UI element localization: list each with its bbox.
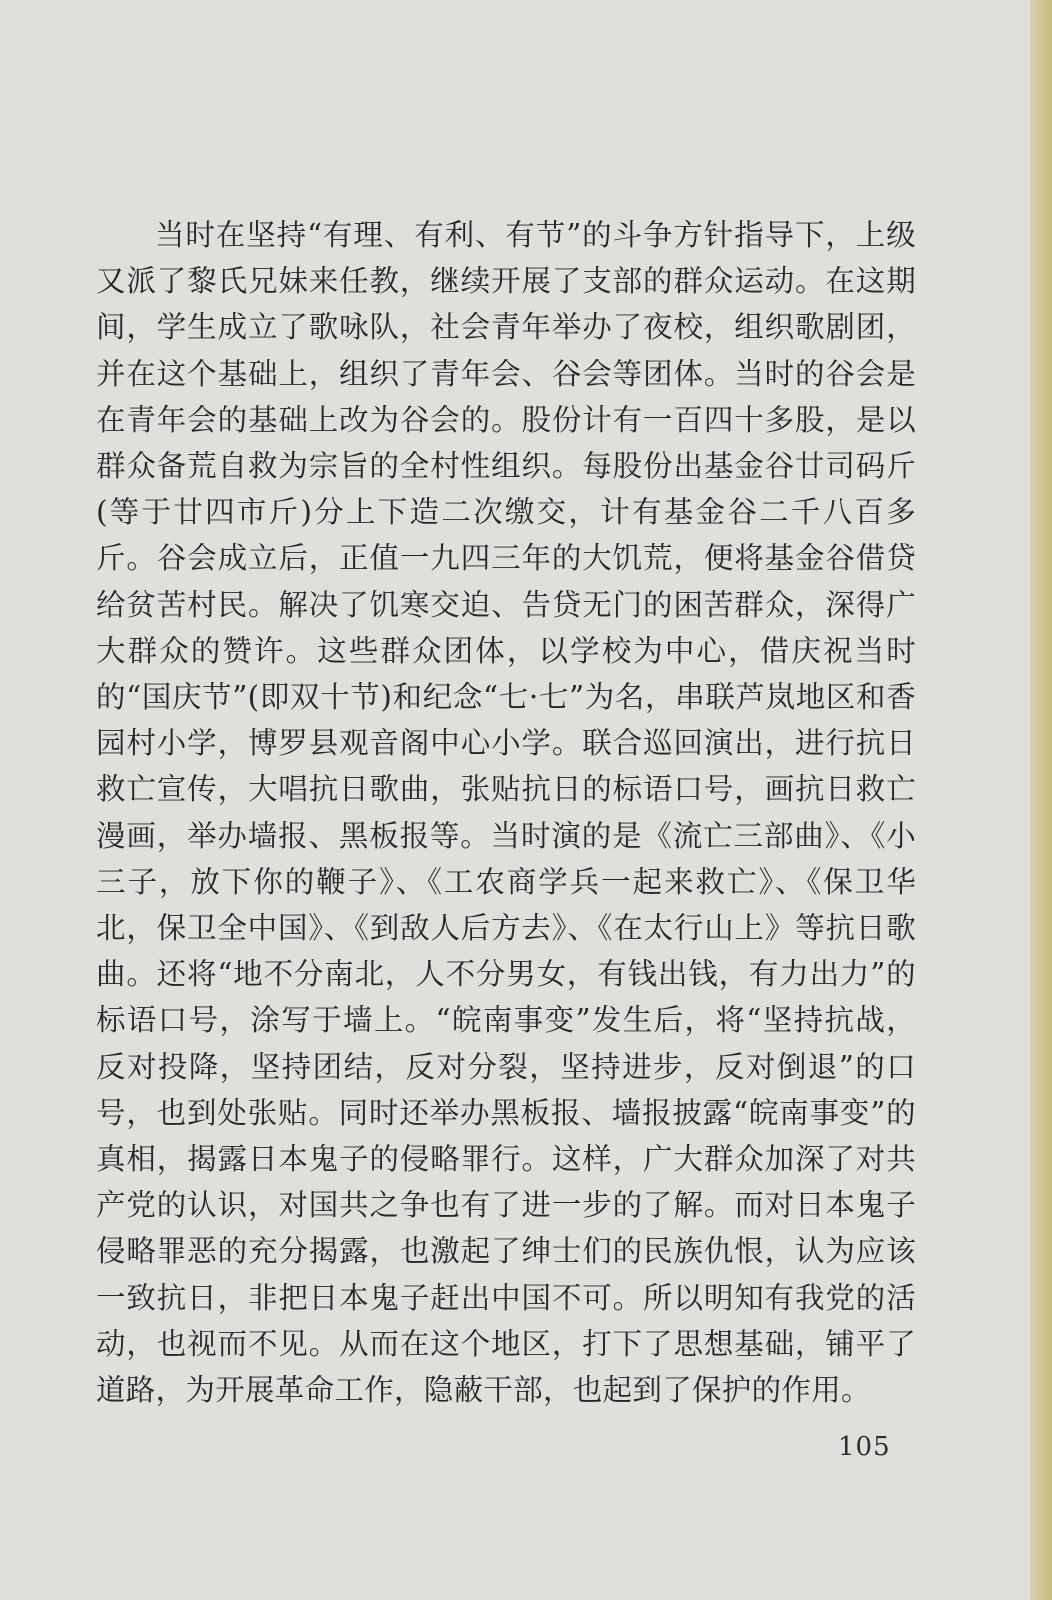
paragraph: 当时在坚持“有理、有利、有节”的斗争方针指导下，上级又派了黎氏兄妹来任教，继续开展了支部的群众运动。在这期间，学生成立了歌咏队，社会青年举办了夜校，组织歌剧团，并在这个基础上，组织了青年会、谷会等团体。当时的谷会是在青年会的基础上改为谷会的。股份计有一百四十多股，是以群众备荒自救为宗旨的全村性组织。每股份出基金谷廿司码斤(等于廿四市斤)分上下造二次缴交，计有基金谷二千八百多斤。谷会成立后，正值一九四三年的大饥荒，便将基金谷借贷给贫苦村民。解决了饥寒交迫、告贷无门的困苦群众，深得广大群众的赞许。这些群众团体，以学校为中心，借庆祝当时的“国庆节”(即双十节)和纪念“七·七”为名，串联芦岚地区和香园村小学，博罗县观音阁中心小学。联合巡回演出，进行抗日救亡宣传，大唱抗日歌曲，张贴抗日的标语口号，画抗日救亡漫画，举办墙报、黑板报等。当时演的是《流亡三部曲》、《小三子，放下你的鞭子》、《工农商学兵一起来救亡》、《保卫华北，保卫全中国》、《到敌人后方去》、《在太行山上》等抗日歌曲。还将“地不分南北，人不分男女，有钱出钱，有力出力”的标语口号，涂写于墙上。“皖南事变”发生后，将“坚持抗战，反对投降，坚持团结，反对分裂，坚持进步，反对倒退”的口号，也到处张贴。同时还举办黑板报、墙报披露“皖南事变”的真相，揭露日本鬼子的侵略罪行。这样，广大群众加深了对共产党的认识，对国共之争也有了进一步的了解。而对日本鬼子侵略罪恶的充分揭露，也激起了绅士们的民族仇恨，认为应该一致抗日，非把日本鬼子赶出中国不可。所以明知有我党的活动，也视而不见。从而在这个地区，打下了思想基础，铺平了道路，为开展革命工作，隐蔽干部，也起到了保护的作用。 [96, 218, 916, 1408]
page-edge [1030, 0, 1052, 1600]
body-text [96, 212, 916, 1413]
page-number: 105 [838, 1432, 891, 1462]
